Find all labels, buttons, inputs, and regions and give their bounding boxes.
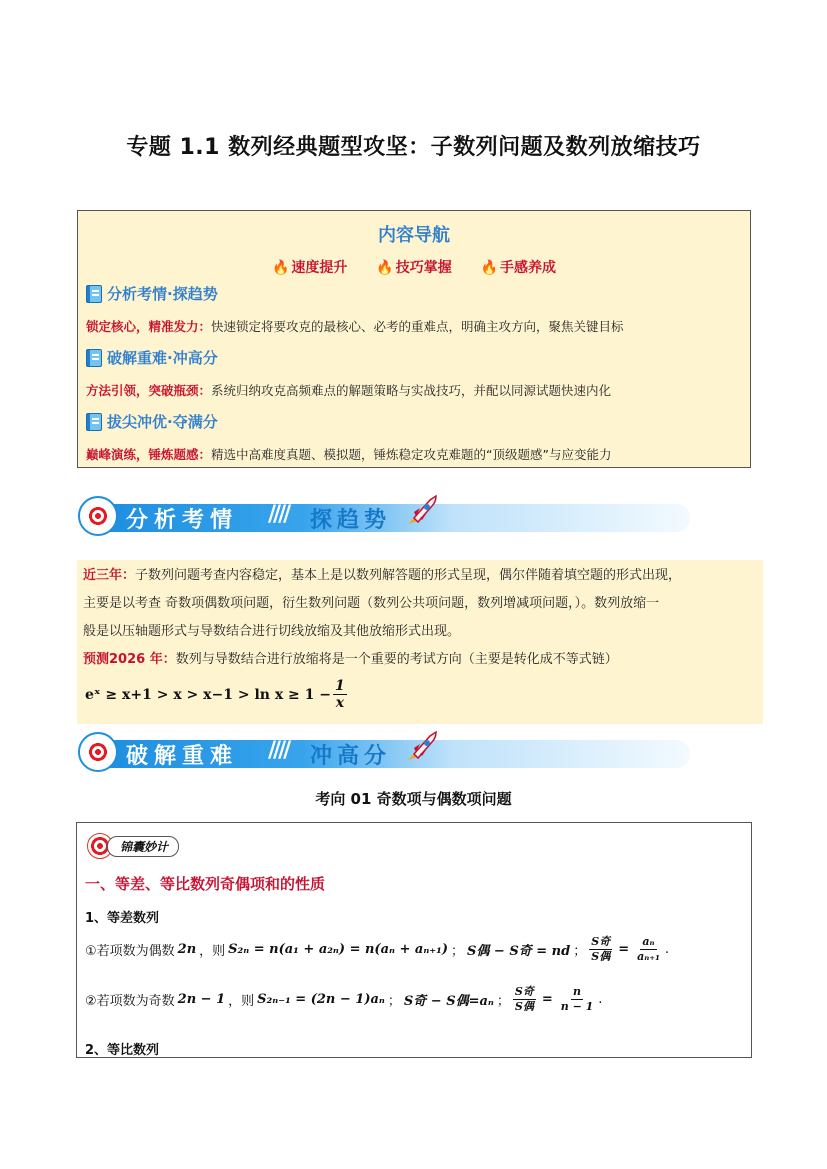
formula-line: ①若项数为偶数 2n ，则 S₂ₙ = n(a₁ + a₂ₙ) = n(aₙ + aₙ₊₁) ； S偶 − S奇 = nd ； $\frac{\text{S奇}}{\text{S偶}}$ = $\frac{\text{aₙ}}{\text{aₙ₊₁}}$ . (85, 935, 670, 963)
nav-section-line: 方法引领，突破瓶颈：系统归纳攻克高频难点的解题策略与实战技巧，并配以同源试题快速内化 (86, 383, 612, 398)
nav-section-head: 分析考情·探趋势 (86, 283, 218, 304)
flame-icon: 🔥 (376, 260, 394, 276)
formula-line: ②若项数为奇数 2n − 1 ，则 S₂ₙ₋₁ = (2n − 1)aₙ ； S奇 − S偶=aₙ ； $\frac{\text{S奇}}{\text{S偶}}$ = $\frac{n}{n - 1}$ . (85, 985, 603, 1013)
inequality-chain-formula: eˣ ≥ x+1 > x > x−1 > ln x ≥ 1 − $\frac{1}{x}$ (85, 678, 345, 711)
nav-tag: 🔥 技巧掌握 (376, 260, 452, 276)
tips-heading: 一、等差、等比数列奇偶项和的性质 (85, 875, 326, 893)
nav-section-line: 锁定核心，精准发力：快速锁定将要攻克的最核心、必考的重难点，明确主攻方向，聚焦关键目标 (86, 319, 624, 334)
banner-left-text: 分析考情 (126, 507, 239, 533)
tips-badge: 锦囊妙计 (87, 833, 179, 859)
nav-section-head: 破解重难·冲高分 (86, 347, 218, 368)
target-icon (78, 496, 118, 536)
analysis-panel (77, 560, 763, 724)
section-banner-breakthrough (78, 732, 694, 776)
flame-icon: 🔥 (271, 260, 290, 276)
book-icon (86, 349, 102, 367)
fraction: $\frac{\text{S奇}}{\text{S偶}}$ (514, 985, 534, 1013)
analysis-line: 预测2026 年：数列与导数结合进行放缩将是一个重要的考试方向（主要是转化成不等式链） (83, 652, 618, 667)
section-banner-analysis (78, 496, 694, 540)
nav-section-line: 巅峰演练，锤炼题感：精选中高难度真题、模拟题，锤炼稳定攻克难题的“顶级题感”与应变能力 (86, 447, 612, 462)
fraction: $\frac{\text{S奇}}{\text{S偶}}$ (591, 935, 611, 963)
banner-divider: //// (268, 502, 289, 527)
tips-box (76, 822, 752, 1058)
nav-tags (78, 257, 750, 277)
banner-right-text: 探趋势 (310, 507, 392, 533)
banner-divider: //// (268, 738, 289, 763)
nav-tag: 🔥 速度提升 (271, 260, 348, 276)
tips-subheading: 2、等比数列 (85, 1043, 160, 1058)
nav-section-head: 拔尖冲优·夺满分 (86, 411, 218, 432)
banner-right-text: 冲高分 (310, 743, 392, 769)
nav-heading: 内容导航 (378, 225, 450, 246)
book-icon (86, 285, 102, 303)
content-navigation-box (77, 210, 751, 468)
target-icon (78, 732, 118, 772)
nav-tag: 🔥 手感养成 (480, 260, 557, 276)
analysis-line: 般是以压轴题形式与导数结合进行切线放缩及其他放缩形式出现。 (83, 624, 461, 639)
rocket-icon (400, 726, 442, 768)
topic-title: 考向 01 奇数项与偶数项问题 (315, 790, 512, 808)
fraction: $\frac{1}{x}$ (335, 678, 345, 711)
fraction: $\frac{\text{aₙ}}{\text{aₙ₊₁}}$ (637, 935, 660, 963)
analysis-line: 近三年：子数列问题考查内容稳定，基本上是以数列解答题的形式呈现，偶尔伴随着填空题的形式出现， (83, 568, 682, 583)
tips-subheading: 1、等差数列 (85, 911, 160, 926)
analysis-line: 主要是以考查 奇数项偶数项问题，衍生数列问题（数列公共项问题，数列增减项问题，）。数列放缩一 (83, 596, 660, 611)
flame-icon: 🔥 (480, 260, 499, 276)
banner-left-text: 破解重难 (126, 743, 239, 769)
fraction: $\frac{n}{n - 1}$ (560, 985, 594, 1013)
book-icon (86, 413, 102, 431)
rocket-icon (400, 490, 442, 532)
page-title: 专题 1.1 数列经典题型攻坚：子数列问题及数列放缩技巧 (126, 135, 701, 160)
